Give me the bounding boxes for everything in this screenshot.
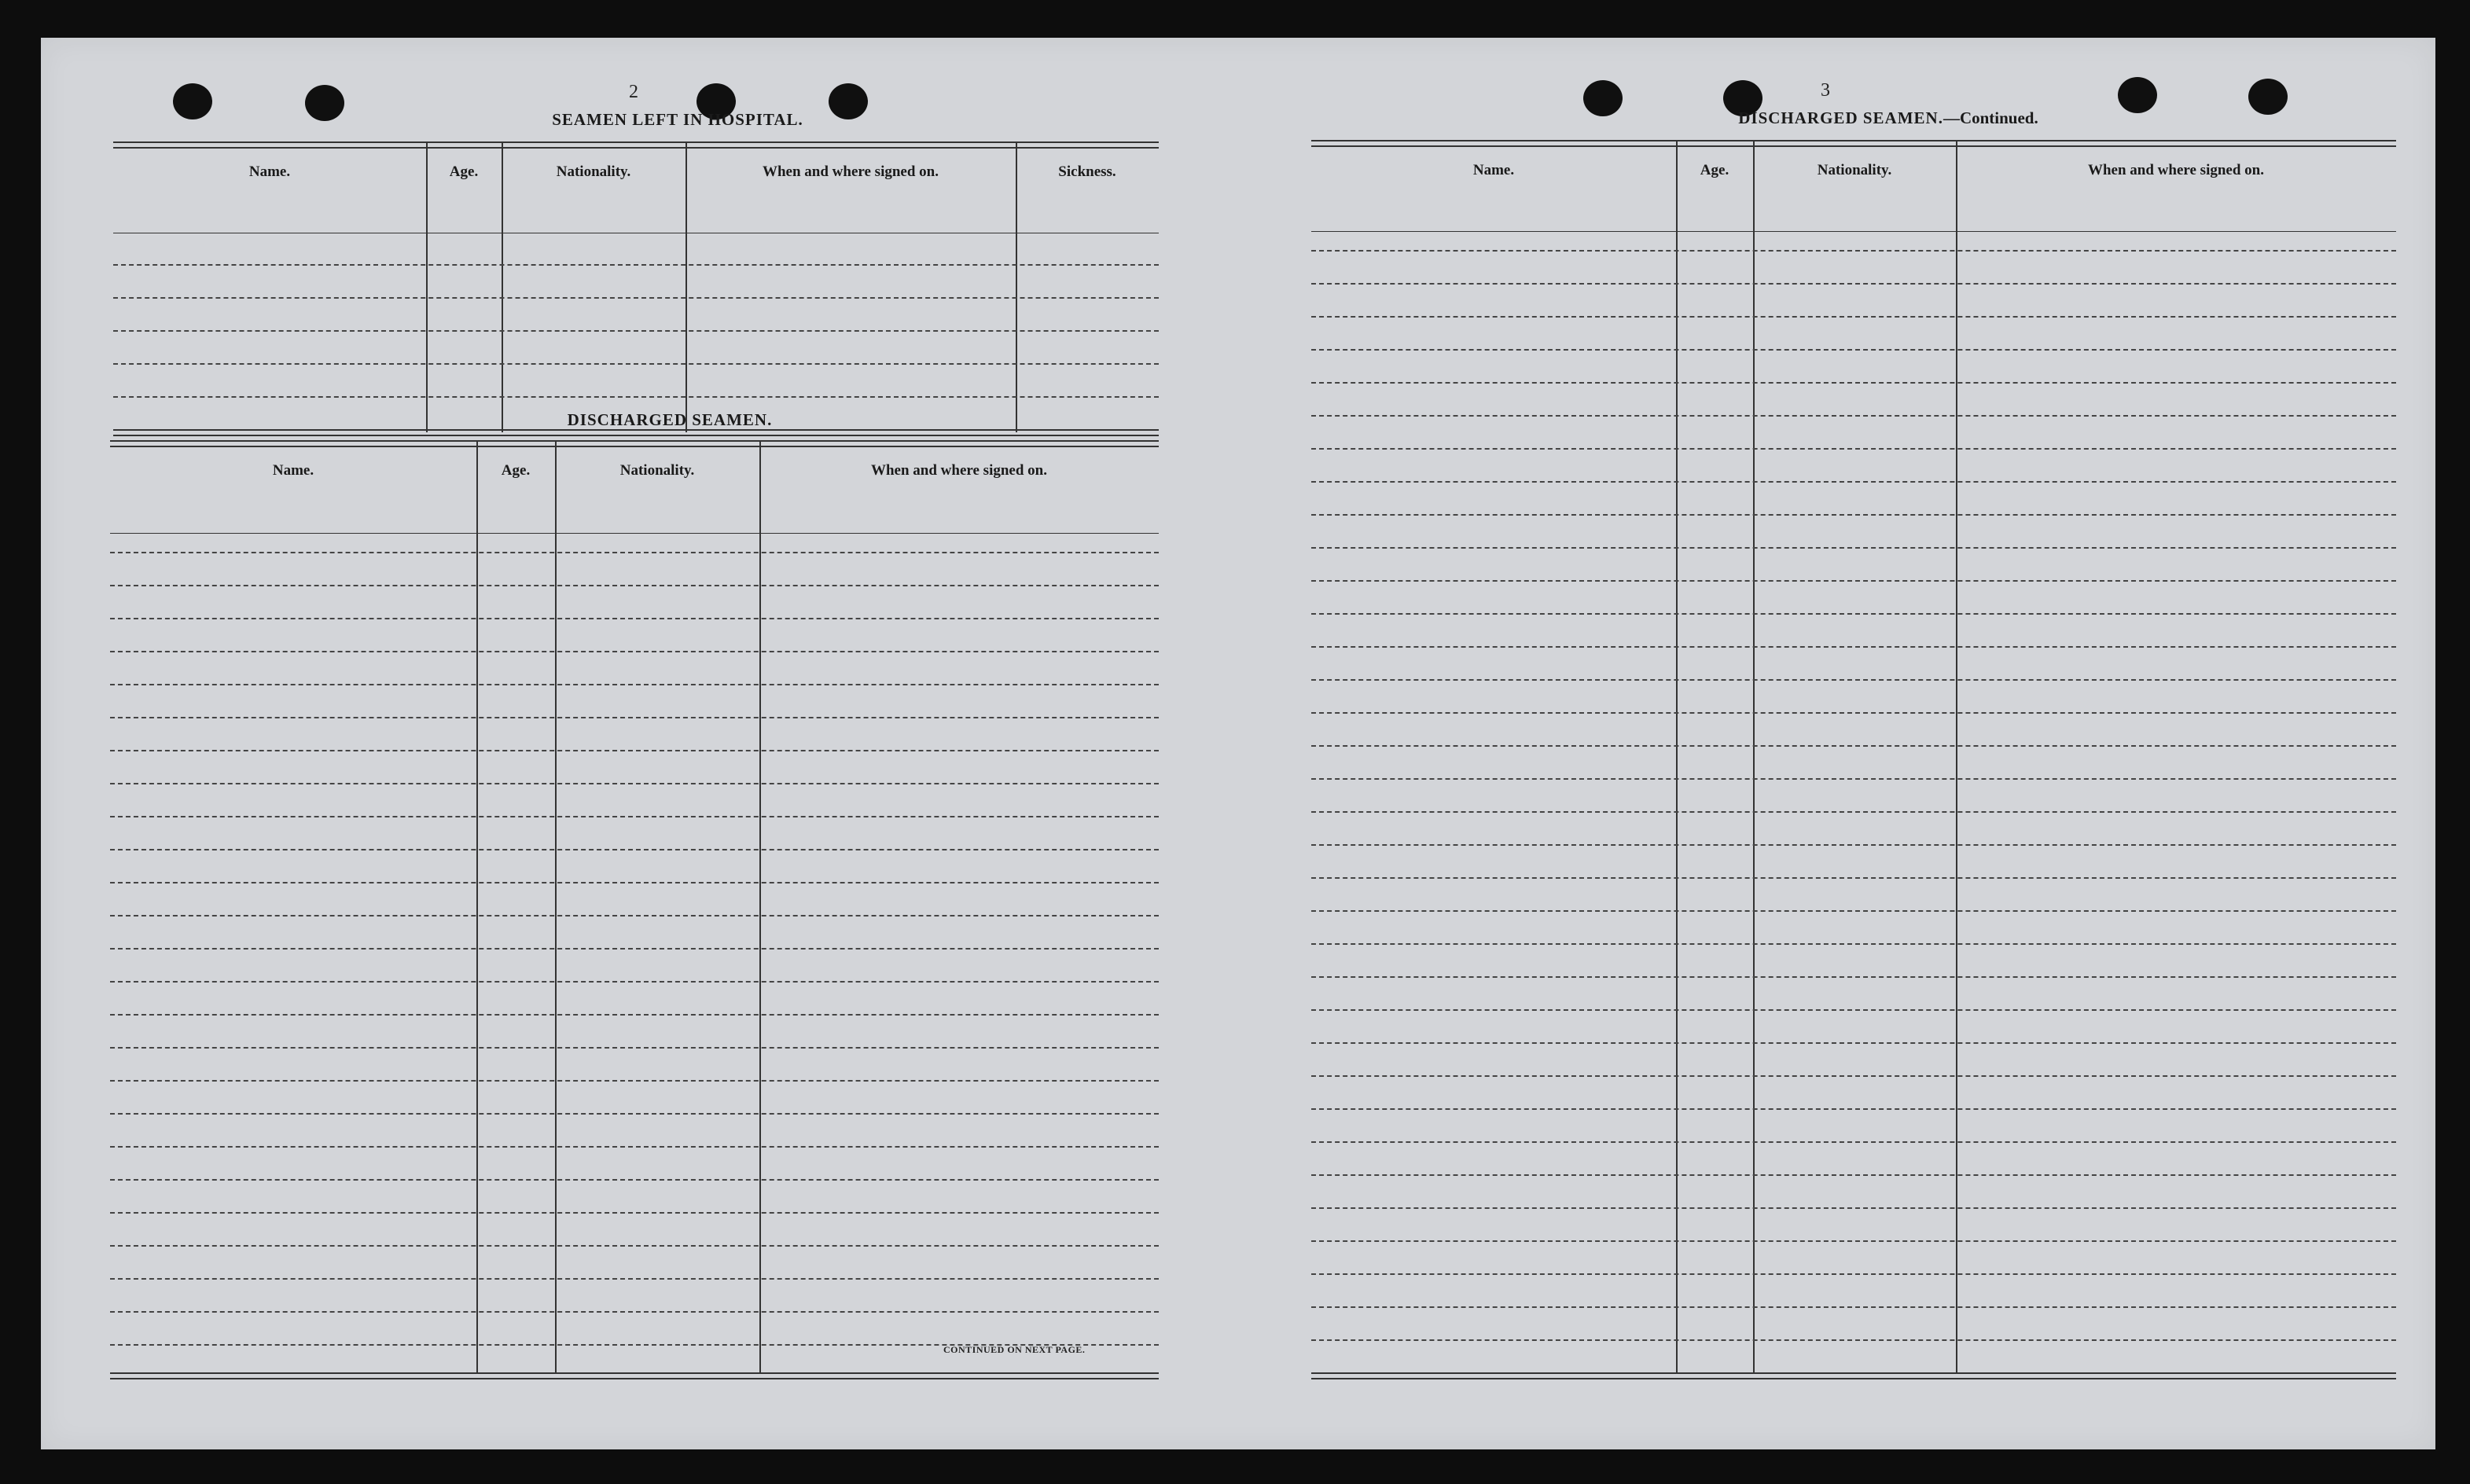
discharged-table-left	[110, 440, 1159, 1376]
entry-line	[1311, 679, 2396, 681]
entry-line	[1311, 1240, 2396, 1242]
entry-line	[110, 717, 1159, 718]
entry-line	[110, 1047, 1159, 1049]
hospital-table	[113, 141, 1159, 437]
entry-line	[1311, 877, 2396, 879]
entry-line	[1311, 448, 2396, 450]
entry-line	[110, 750, 1159, 751]
entry-line	[1311, 1141, 2396, 1143]
column-divider	[426, 141, 428, 432]
bleed-through-mark	[1204, 501, 1214, 545]
entry-line	[110, 981, 1159, 983]
discharged-title-text: DISCHARGED SEAMEN.	[1738, 108, 1943, 127]
entry-line	[1311, 481, 2396, 483]
entry-line	[1311, 1108, 2396, 1110]
hospital-section-title: SEAMEN LEFT IN HOSPITAL.	[552, 110, 803, 129]
table-top-rule	[1311, 140, 2396, 147]
col-header-signed-on: When and where signed on.	[2087, 162, 2264, 178]
entry-line	[1311, 1273, 2396, 1275]
entry-line	[110, 1179, 1159, 1181]
entry-line	[1311, 1306, 2396, 1308]
discharged-section-title-right	[1535, 108, 2242, 128]
entry-line	[1311, 547, 2396, 549]
entry-line	[110, 1080, 1159, 1082]
entry-line	[110, 1278, 1159, 1280]
entry-line	[110, 552, 1159, 553]
col-header-nationality: Nationality.	[619, 462, 695, 479]
col-header-age: Age.	[449, 163, 479, 180]
punch-hole	[173, 83, 212, 119]
entry-line	[110, 684, 1159, 685]
table-bottom-rule	[113, 429, 1159, 436]
entry-line	[1311, 811, 2396, 813]
column-divider	[759, 440, 761, 1372]
table-bottom-rule	[110, 1372, 1159, 1379]
column-divider	[502, 141, 503, 432]
entry-line	[110, 585, 1159, 586]
entry-line	[1311, 1174, 2396, 1176]
entry-line	[1311, 382, 2396, 384]
entry-line	[113, 264, 1159, 266]
column-divider	[685, 141, 687, 432]
column-divider	[555, 440, 557, 1372]
column-divider	[1016, 141, 1017, 432]
punch-hole	[305, 85, 344, 121]
entry-line	[110, 1311, 1159, 1313]
entry-line	[1311, 415, 2396, 417]
entry-line	[1311, 1339, 2396, 1341]
page-number-right: 3	[1821, 80, 1830, 101]
manifest-sheet	[41, 38, 2435, 1449]
entry-line	[110, 1146, 1159, 1148]
col-header-name: Name.	[272, 462, 314, 479]
table-top-rule	[113, 141, 1159, 149]
entry-line	[1311, 778, 2396, 780]
entry-line	[1311, 1042, 2396, 1044]
col-header-nationality: Nationality.	[1817, 162, 1892, 178]
entry-line	[1311, 976, 2396, 978]
col-header-name: Name.	[248, 163, 291, 180]
entry-line	[110, 816, 1159, 817]
entry-line	[1311, 1009, 2396, 1011]
col-header-age: Age.	[1700, 162, 1729, 178]
entry-line	[110, 882, 1159, 883]
entry-line	[1311, 745, 2396, 747]
entry-line	[110, 1014, 1159, 1016]
column-divider	[1753, 140, 1755, 1372]
entry-line	[110, 1212, 1159, 1214]
col-header-name: Name.	[1472, 162, 1515, 178]
col-header-sickness: Sickness.	[1058, 163, 1116, 180]
page-number-left: 2	[629, 82, 638, 102]
punch-hole	[2248, 79, 2288, 115]
entry-line	[1311, 712, 2396, 714]
entry-line	[1311, 580, 2396, 582]
entry-line	[113, 330, 1159, 332]
continued-footer: CONTINUED ON NEXT PAGE.	[943, 1344, 1086, 1355]
entry-line	[110, 915, 1159, 916]
entry-line	[113, 297, 1159, 299]
entry-line	[1311, 844, 2396, 846]
discharged-section-title-left: DISCHARGED SEAMEN.	[567, 410, 773, 429]
column-divider	[476, 440, 478, 1372]
entry-line	[110, 948, 1159, 950]
entry-line	[113, 396, 1159, 398]
entry-line	[110, 1245, 1159, 1247]
entry-line	[1311, 1075, 2396, 1077]
col-header-age: Age.	[501, 462, 531, 479]
column-divider	[1676, 140, 1678, 1372]
col-header-signed-on: When and where signed on.	[762, 163, 939, 180]
col-header-signed-on: When and where signed on.	[870, 462, 1047, 479]
entry-line	[1311, 514, 2396, 516]
entry-line	[1311, 646, 2396, 648]
table-top-rule	[110, 440, 1159, 447]
entry-line	[1311, 349, 2396, 351]
entry-line	[110, 849, 1159, 850]
entry-line	[110, 651, 1159, 652]
entry-line	[110, 1113, 1159, 1115]
continued-suffix: —Continued.	[1943, 108, 2038, 127]
entry-line	[1311, 613, 2396, 615]
entry-line	[1311, 943, 2396, 945]
col-header-nationality: Nationality.	[556, 163, 631, 180]
entry-line	[1311, 250, 2396, 252]
entry-line	[110, 783, 1159, 784]
entry-line	[1311, 1207, 2396, 1209]
entry-line	[110, 618, 1159, 619]
header-rule	[110, 533, 1159, 534]
table-bottom-rule	[1311, 1372, 2396, 1379]
entry-line	[1311, 283, 2396, 285]
entry-line	[1311, 316, 2396, 318]
entry-line	[1311, 910, 2396, 912]
column-divider	[1956, 140, 1957, 1372]
entry-line	[113, 363, 1159, 365]
header-rule	[1311, 231, 2396, 232]
discharged-table-right	[1311, 140, 2396, 1376]
